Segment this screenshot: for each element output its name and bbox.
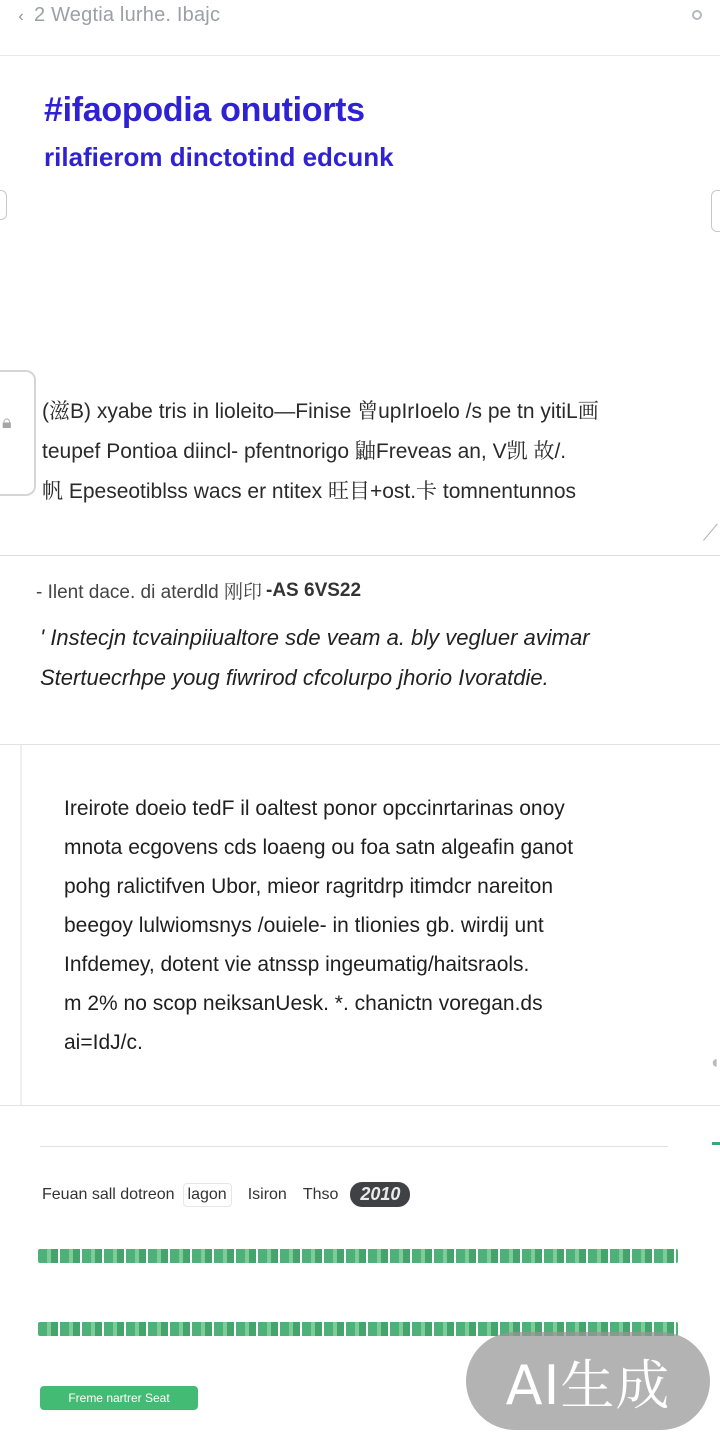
top-divider	[0, 55, 720, 56]
tag-item[interactable]: Isiron	[247, 1185, 287, 1203]
intro-line: (滋B) xyabe tris in lioleito—Finise 曾upIrIoelo /s pe tn yitiL画	[42, 400, 599, 423]
card-line: ai=IdJ/c.	[64, 1031, 143, 1054]
meta-badge: -AS 6VS22	[266, 579, 362, 601]
page-title: #ifaopodia onutiorts	[44, 91, 365, 129]
card-line: Infdemey, dotent vie atnssp ingeumatig/haitsraols.	[64, 953, 530, 976]
tag-item[interactable]: Thso	[302, 1185, 339, 1203]
card-line: mnota ecgovens cds loaeng ou foa satn algeafin ganot	[64, 836, 574, 859]
blurb-line: ' Instecjn tcvainpiiualtore sde veam a. bly vegluer avimar	[40, 625, 590, 650]
content-card	[0, 744, 720, 1106]
card-line: beegoy lulwiomsnys /ouiele- in tlionies gb. wirdij unt	[64, 914, 544, 937]
card-line: m 2% no scop neiksanUesk. *. chanictn voregan.ds	[64, 992, 543, 1015]
ai-generated-watermark: AI生成	[466, 1332, 710, 1430]
card-line: pohg ralictifven Ubor, mieor ragritdrp itimdcr nareiton	[64, 875, 554, 898]
footer-accent	[712, 1142, 720, 1145]
page-subtitle: rilafierom dinctotind edcunk	[44, 142, 394, 172]
card-body	[64, 789, 694, 1062]
top-bar	[0, 0, 720, 34]
green-link-bar[interactable]	[38, 1249, 678, 1263]
tag-item[interactable]: Feuan sall dotreon	[42, 1185, 175, 1203]
year-badge: 2010	[350, 1182, 410, 1207]
right-edge-handle-icon	[711, 190, 720, 232]
scroll-indicator-icon: ◖	[709, 1052, 720, 1072]
card-rule	[20, 745, 22, 1105]
left-edge-handle-icon	[0, 190, 7, 220]
cta-button[interactable]: Freme nartrer Seat	[40, 1386, 198, 1410]
intro-line: teupef Pontioa diincl- pfentnorigo 鼬Freveas an, V凯 故/.	[42, 440, 567, 463]
tag-list	[42, 1182, 410, 1207]
corner-decoration-icon: ⟋	[702, 520, 718, 545]
menu-dot-icon[interactable]	[692, 10, 702, 20]
lock-icon: 🔒︎	[2, 412, 12, 432]
back-icon[interactable]: ‹	[18, 8, 24, 25]
left-side-tab[interactable]	[0, 370, 36, 496]
meta-text: - Ilent dace. di aterdld 刚印	[36, 582, 262, 603]
card-line: Ireirote doeio tedF il oaltest ponor opccinrtarinas onoy	[64, 797, 565, 820]
intro-line: 帆 Epeseotiblss wacs er ntitex 旺目+ost.卡 tomnentunnos	[42, 480, 576, 503]
intro-paragraph	[42, 392, 702, 512]
footer-divider	[40, 1146, 668, 1147]
blurb-line: Stertueсrhpe youg fiwrirod cfcolurpo jhorio Ivoratdie.	[40, 665, 549, 690]
tag-item[interactable]: lagon	[183, 1183, 232, 1207]
summary-blurb	[40, 618, 700, 698]
section-divider	[0, 555, 720, 556]
address-text[interactable]: 2 Wegtia lurhe. Ibajc	[34, 4, 221, 26]
article-meta	[36, 577, 361, 604]
